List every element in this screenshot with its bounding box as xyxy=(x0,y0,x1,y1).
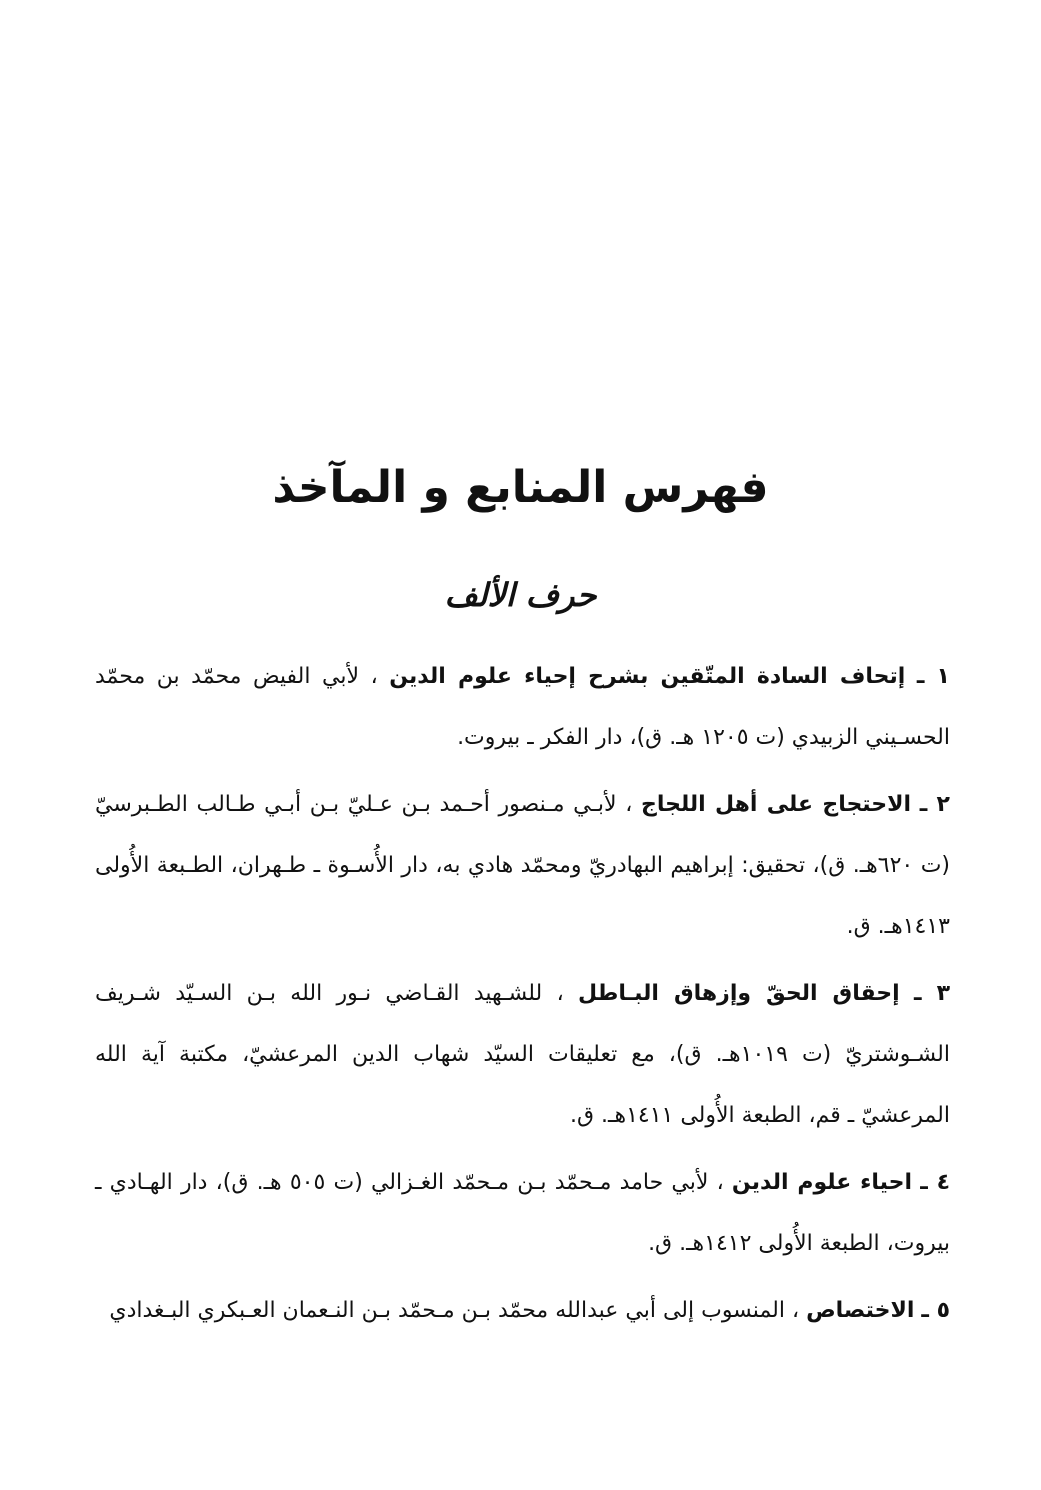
bibliography-list xyxy=(95,646,950,1347)
entry-title: احياء علوم الدين xyxy=(731,1170,913,1195)
entry-details: ، المنسوب إلى أبي عبدالله محمّد بـن مـحمّد بـن النـعمان العـبكري البـغدادي xyxy=(109,1298,800,1323)
entry-number: ٣ ـ xyxy=(914,981,950,1006)
bibliography-entry xyxy=(95,963,950,1146)
entry-number: ١ ـ xyxy=(916,664,950,689)
entry-details: ، لأبـي مـنصور أحـمد بـن عـليّ بـن أبـي طـالب الطـبرسيّ (ت ٦٢٠هـ. ق)، تحقيق: إبراهيم البهادريّ ومحمّد هادي به، دار الأُسـوة ـ طـهران، الطـبعة الأُولى ١٤١٣هـ. ق. xyxy=(95,792,950,939)
entry-title: إتحاف السادة المتّقين بشرح إحياء علوم الدين xyxy=(389,664,906,689)
bibliography-entry xyxy=(95,1152,950,1274)
entry-details: ، لأبي الفيض محمّد بن محمّد الحسـيني الزبيدي (ت ١٢٠٥ هـ. ق)، دار الفكر ـ بيروت. xyxy=(95,664,950,750)
section-heading: حرف الألف xyxy=(444,576,597,614)
bibliography-entry xyxy=(95,646,950,768)
entry-number: ٥ ـ xyxy=(921,1298,950,1323)
page-title: فهرس المنابع و المآخذ xyxy=(272,462,769,513)
bibliography-entry xyxy=(95,774,950,957)
entry-details: ، للشـهيد القـاضي نـور الله بـن السـيّد شـريف الشـوشتريّ (ت ١٠١٩هـ. ق)، مع تعليقات السيّد شهاب الدين المرعشيّ، مكتبة آية الله المرعشيّ ـ قم، الطبعة الأُولى ١٤١١هـ. ق. xyxy=(95,981,951,1128)
entry-details: ، لأبي حامد مـحمّد بـن مـحمّد الغـزالي (ت ٥٠٥ هـ. ق)، دار الهـادي ـ بيروت، الطبعة الأُولى ١٤١٢هـ. ق. xyxy=(95,1170,950,1256)
entry-number: ٢ ـ xyxy=(919,792,950,817)
entry-title: الاختصاص xyxy=(806,1298,915,1323)
entry-title: الاحتجاج على أهل اللجاج xyxy=(640,792,912,817)
entry-title: إحقاق الحقّ وإزهاق البـاطل xyxy=(578,981,900,1006)
bibliography-entry xyxy=(95,1280,950,1341)
entry-number: ٤ ـ xyxy=(920,1170,951,1195)
